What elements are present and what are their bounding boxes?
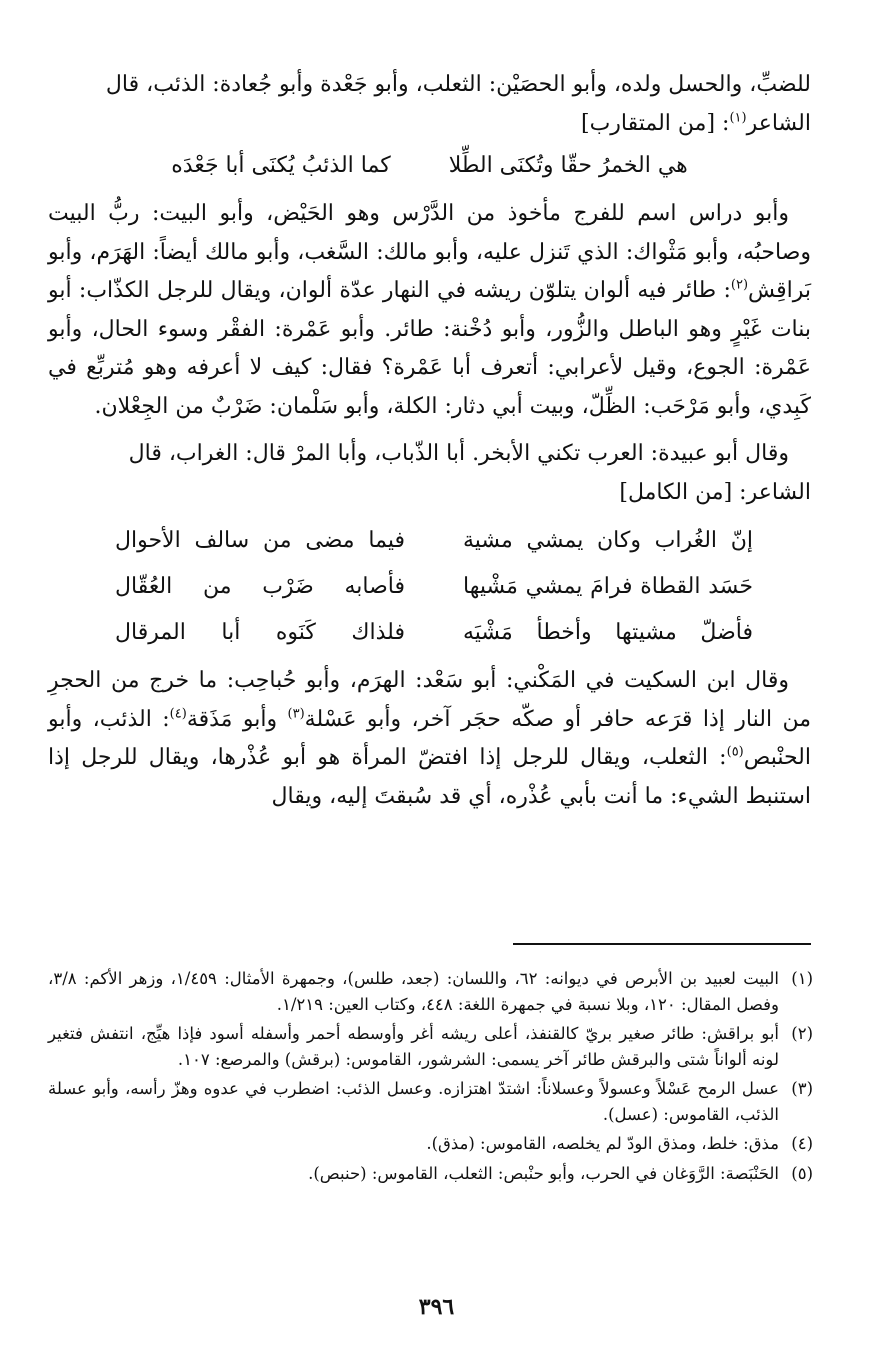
paragraph-4-text-d: : الثعلب، ويقال للرجل إذا افتضّ المرأة هو أبو عُذْرها، ويقال للرجل إذا استنبط الشيء: ما أنت بأبي عُذْره، أي قد سُبقتَ إليه، ويقال: [48, 745, 811, 809]
poem-verse: [48, 564, 753, 610]
footnote-text: البيت لعبيد بن الأبرص في ديوانه: ٦٢، واللسان: (جعد، طلس)، وجمهرة الأمثال: ١/٤٥٩، وزهر الأكم: ٣/٨، وفصل المقال: ١٢٠، وبلا نسبة في جمهرة اللغة: ٤٤٨، وكتاب العين: ١/٢١٩.: [48, 969, 780, 1014]
footnote: [48, 1076, 813, 1127]
poem-verse-first-hemistich: فأضلّ مشيتها وأخطأ مَشْيَه: [463, 620, 753, 645]
paragraph-4-text-a: وقال ابن السكيت في المَكْني: أبو سَعْد: الهرَم، وأبو حُباحِب: ما خرج من الحجرِ من النار إذا قرَعه حافر أو صكّه حجَر آخر، وأبو عَسْلة: [48, 668, 812, 732]
footnote: [48, 1021, 813, 1072]
meter-label: : [من المتقارب]: [581, 110, 730, 136]
footnote-number: (٣): [791, 1079, 813, 1098]
poem-verse-first-hemistich: إنّ الغُراب وكان يمشي مشية: [463, 528, 753, 553]
footnote-text: أبو براقش: طائر صغير بريّ كالقنفذ، أعلى ريشه أغر وأوسطه أحمر وأسفله أسود فإذا هيِّج، انتفش فتغير لونه ألواناً شتى والبرقش طائر آخر يسمى: الشرشور، القاموس: (برقش) والمرصع: ١٠٧.: [48, 1024, 779, 1069]
footnote-text: مذق: خلط، ومذق الودّ لم يخلصه، القاموس: (مذق).: [426, 1134, 779, 1153]
footnote: [48, 966, 813, 1017]
footnote-ref-1[interactable]: (١): [729, 110, 747, 126]
verse-1-second-hemistich: كما الذئبُ يُكنَى أبا جَعْدَه: [171, 153, 391, 178]
poem-verse-second-hemistich: فأصابه ضَرْب من العُقّال: [115, 574, 405, 599]
paragraph-3: [48, 435, 811, 512]
paragraph-3-line-1: وقال أبو عبيدة: العرب تكني الأبخر. أبا الذّباب، وأبا المرْ قال: الغراب، قال: [128, 441, 789, 466]
poem-verse: [48, 610, 753, 656]
paragraph-1: [48, 66, 811, 143]
footnote-ref-5[interactable]: (٥): [726, 744, 744, 760]
footnote-ref-4[interactable]: (٤): [169, 706, 187, 722]
footnotes: [48, 966, 813, 1190]
footnote-number: (٢): [791, 1024, 813, 1043]
verse-1-first-hemistich: هي الخمرُ حقّا وتُكنَى الطِّلا: [448, 153, 688, 178]
paragraph-1-line-2: الشاعر: [746, 110, 811, 136]
footnote: [48, 1161, 813, 1187]
paragraph-2-text-b: : طائر فيه ألوان يتلوّن ريشه في النهار عدّة ألوان، ويقال للرجل الكذّاب: أبو بنات غَيْرٍ وهو الباطل والزُّور، وأبو دُخْنة: طائر. وأبو عَمْرة: الفقْر وسوء الحال، وأبو عَمْرة: الجوع، وقيل لأعرابي: أتعرف أبا عَمْرة؟ فقال: كيف لا أعرفه وهو مُتربِّع في كَبِدي، وأبو مَرْحَب: الظِّلّ، وبيت أبي دثار: الكلة، وأبو سَلْمان: ضَرْبٌ من الجِعْلان.: [48, 278, 811, 419]
paragraph-4-text-b: وأبو مَذَقة: [186, 706, 288, 732]
footnote-number: (٥): [791, 1163, 813, 1183]
footnote-number: (٤): [791, 1134, 813, 1153]
paragraph-1-line-1: للضبِّ، والحسل ولده، وأبو الحصَيْن: الثعلب، وأبو جَعْدة وأبو جُعادة: الذئب، قال: [105, 72, 811, 97]
page-number: ٣٩٦: [418, 1294, 455, 1320]
footnote-number: (١): [791, 969, 813, 988]
poem: [48, 518, 811, 656]
poem-verse: [48, 518, 753, 564]
poem-verse-second-hemistich: فلذاك كَنَوه أبا المرقال: [115, 620, 405, 645]
poem-verse-first-hemistich: حَسَد القطاة فرامَ يمشي مَشْيها: [463, 574, 753, 599]
poem-verse-second-hemistich: فيما مضى من سالف الأحوال: [115, 528, 405, 553]
verse-1: [48, 147, 811, 185]
paragraph-2-text-a: وأبو دراس اسم للفرج مأخوذ من الدَّرْس وهو الحَيْض، وأبو البيت: ربُّ البيت وصاحبُه، وأبو مَثْواك: الذي تَنزل عليه، وأبو مالك: السَّغب، وأبو مالك أيضاً: الهَرَم، وأبو بَراقِش: [48, 201, 811, 303]
paragraph-4: [48, 662, 811, 816]
main-text: [48, 66, 811, 816]
paragraph-2: [48, 195, 811, 426]
footnote-text: عسل الرمح عَسْلاً وعسولاً وعسلاناً: اشتدّ اهتزازه. وعسل الذئب: اضطرب في عدوه وهزّ رأسه، وأبو عسلة الذئب، القاموس: (عسل).: [48, 1079, 779, 1124]
footnote-text: الحَنْبَصة: الرَّوَغان في الحرب، وأبو حنْبص: الثعلب، القاموس: (حنبص).: [308, 1163, 779, 1183]
footnote-ref-3[interactable]: (٣): [287, 706, 305, 722]
footnote-ref-2[interactable]: (٢): [730, 277, 749, 293]
footnote: [48, 1131, 813, 1157]
paragraph-4-text-c: : الذئب، وأبو الحنْبص: [48, 706, 811, 770]
paragraph-3-line-2: الشاعر: [من الكامل]: [619, 479, 811, 505]
footnote-divider: [513, 943, 811, 945]
